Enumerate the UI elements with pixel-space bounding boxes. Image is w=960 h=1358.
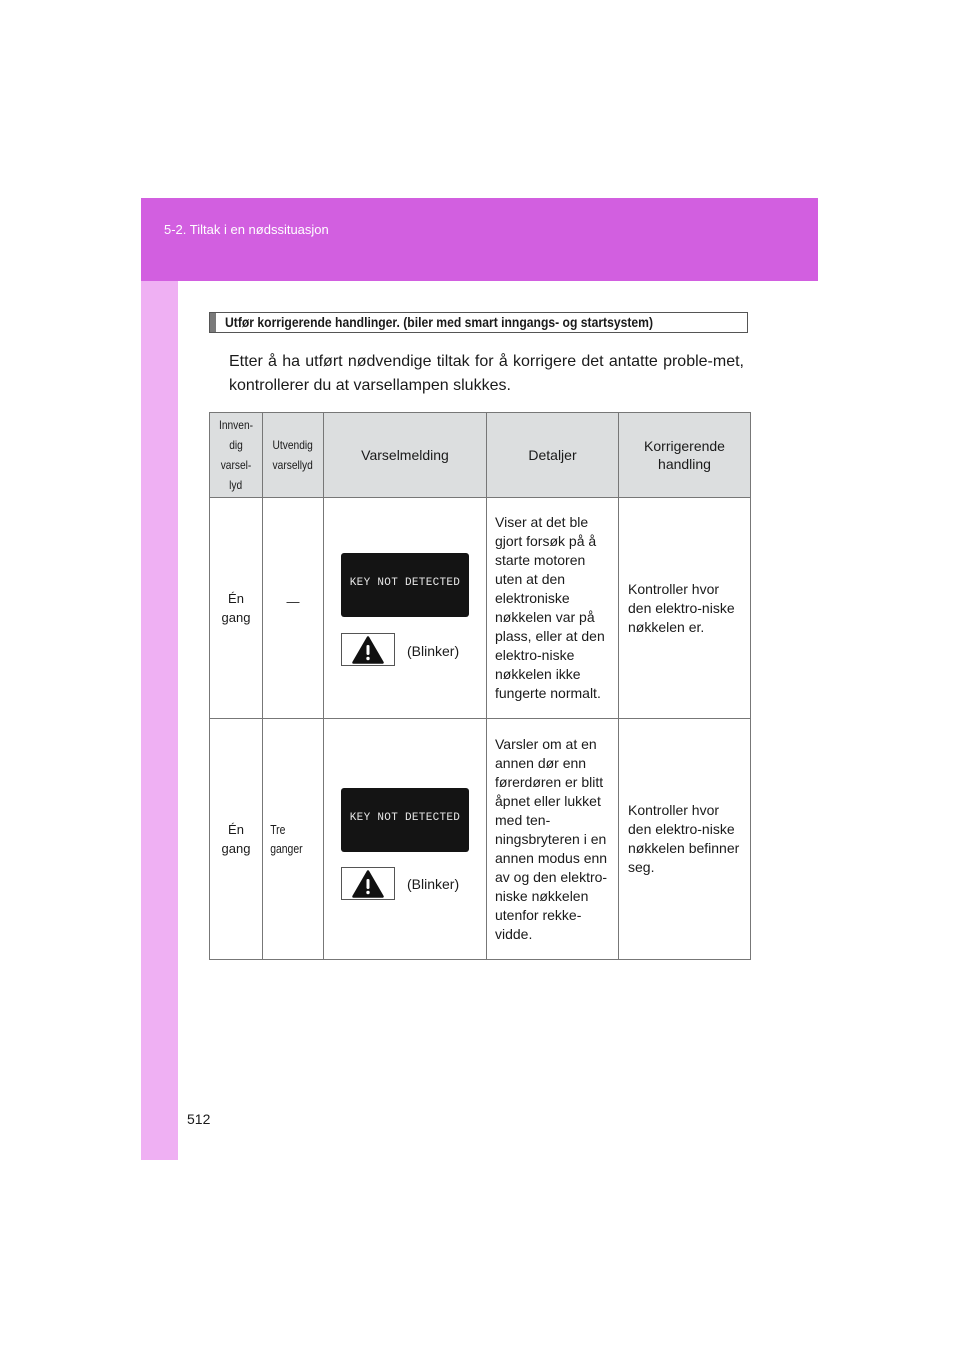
blinker-label: (Blinker): [407, 875, 460, 892]
warning-light-box: [341, 633, 395, 666]
row1-exterior-buzzer: —: [263, 498, 324, 719]
intro-paragraph: Etter å ha utført nødvendige tiltak for å korrigere det antatte proble-met, kontrollerer du at varsellampen slukkes.: [229, 353, 744, 394]
display-message: KEY NOT DETECTED: [349, 576, 461, 589]
row2-corrective-action: Kontroller hvor den elektro-niske nøkkelen befinner seg.: [619, 719, 751, 960]
row1-warning-display: [324, 498, 487, 719]
table-row: [210, 719, 751, 960]
procedure-heading-text: Utfør korrigerende handlinger. (biler med smart inngangs- og startsystem): [225, 315, 654, 330]
warning-table: [209, 412, 751, 960]
row2-warning-display: [324, 719, 487, 960]
heading-marker: [210, 313, 216, 332]
procedure-heading: [209, 312, 748, 333]
header-interior-buzzer: Innven- dig varsel- lyd: [210, 413, 263, 498]
blinker-label: (Blinker): [407, 642, 460, 659]
display-message: KEY NOT DETECTED: [349, 811, 461, 824]
section-label: 5-2. Tiltak i en nødssituasjon: [164, 222, 329, 237]
header-warning-message: Varselmelding: [324, 413, 487, 498]
row1-corrective-action: Kontroller hvor den elektro-niske nøkkelen er.: [619, 498, 751, 719]
warning-light-box: [341, 867, 395, 900]
side-color-band: [141, 198, 178, 1160]
row1-details: Viser at det ble gjort forsøk på å starte motoren uten at den elektroniske nøkkelen var på plass, eller at den elektro-niske nøkkelen ikke fungerte normalt.: [487, 498, 619, 719]
header-corrective-action: Korrigerende handling: [619, 413, 751, 498]
multi-info-display: [341, 553, 469, 617]
multi-info-display: [341, 788, 469, 852]
row2-exterior-buzzer: Tre ganger: [263, 719, 324, 960]
row2-interior-buzzer: Én gang: [210, 719, 263, 960]
table-header-row: [210, 413, 751, 498]
warning-triangle-icon: [352, 870, 384, 898]
table-row: [210, 498, 751, 719]
header-details: Detaljer: [487, 413, 619, 498]
row1-interior-buzzer: Én gang: [210, 498, 263, 719]
page-number: 512: [187, 1111, 211, 1127]
header-exterior-buzzer: Utvendig varsellyd: [263, 413, 324, 498]
row2-details: Varsler om at en annen dør enn førerdøren er blitt åpnet eller lukket med ten-ningsbryteren i en annen modus enn av og den elektro-niske nøkkelen utenfor rekke-vidde.: [487, 719, 619, 960]
chapter-header-band: [141, 198, 818, 281]
warning-triangle-icon: [352, 636, 384, 664]
